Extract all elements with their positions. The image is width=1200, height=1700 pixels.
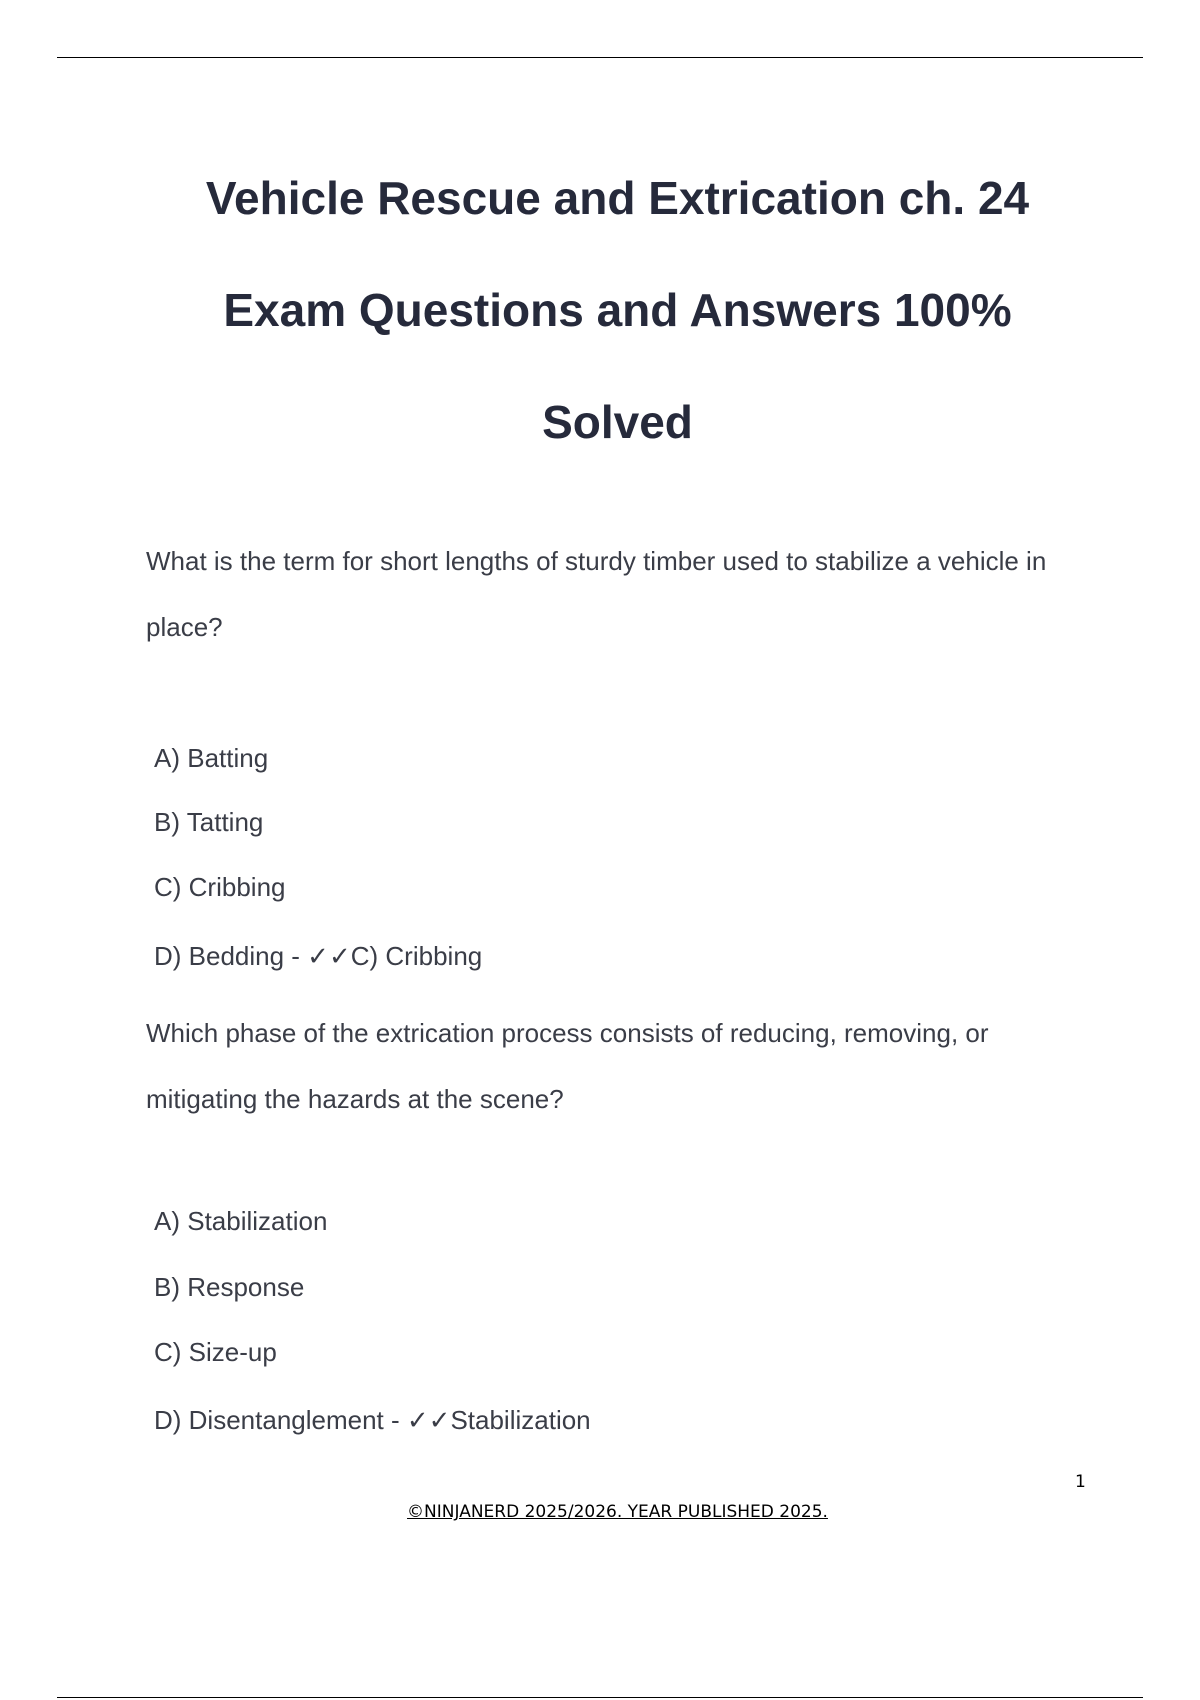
bottom-rule bbox=[57, 1697, 1143, 1698]
question-1-option-a: A) Batting bbox=[154, 743, 269, 773]
question-1-option-d-answer: D) Bedding - ✓✓C) Cribbing bbox=[154, 941, 483, 971]
question-2-option-a: A) Stabilization bbox=[154, 1206, 328, 1236]
question-1-option-c: C) Cribbing bbox=[154, 872, 286, 902]
copyright-footer: ©NINJANERD 2025/2026. YEAR PUBLISHED 2025. bbox=[407, 1502, 828, 1522]
page-number: 1 bbox=[1075, 1472, 1086, 1492]
question-2-option-b: B) Response bbox=[154, 1272, 305, 1302]
document-title bbox=[100, 142, 1135, 478]
question-2-option-d-answer: D) Disentanglement - ✓✓Stabilization bbox=[154, 1405, 591, 1435]
title-line-2: Exam Questions and Answers 100% bbox=[223, 284, 1012, 336]
question-2-option-c: C) Size-up bbox=[154, 1337, 277, 1367]
title-line-1: Vehicle Rescue and Extrication ch. 24 bbox=[205, 172, 1030, 224]
top-rule bbox=[57, 57, 1143, 58]
title-line-3: Solved bbox=[542, 396, 693, 448]
question-1-option-b: B) Tatting bbox=[154, 807, 264, 837]
question-2-text: Which phase of the extrication process consists of reducing, removing, or mitigating the hazards at the scene? bbox=[146, 1018, 989, 1114]
question-1-text: What is the term for short lengths of sturdy timber used to stabilize a vehicle in place? bbox=[146, 546, 1047, 642]
